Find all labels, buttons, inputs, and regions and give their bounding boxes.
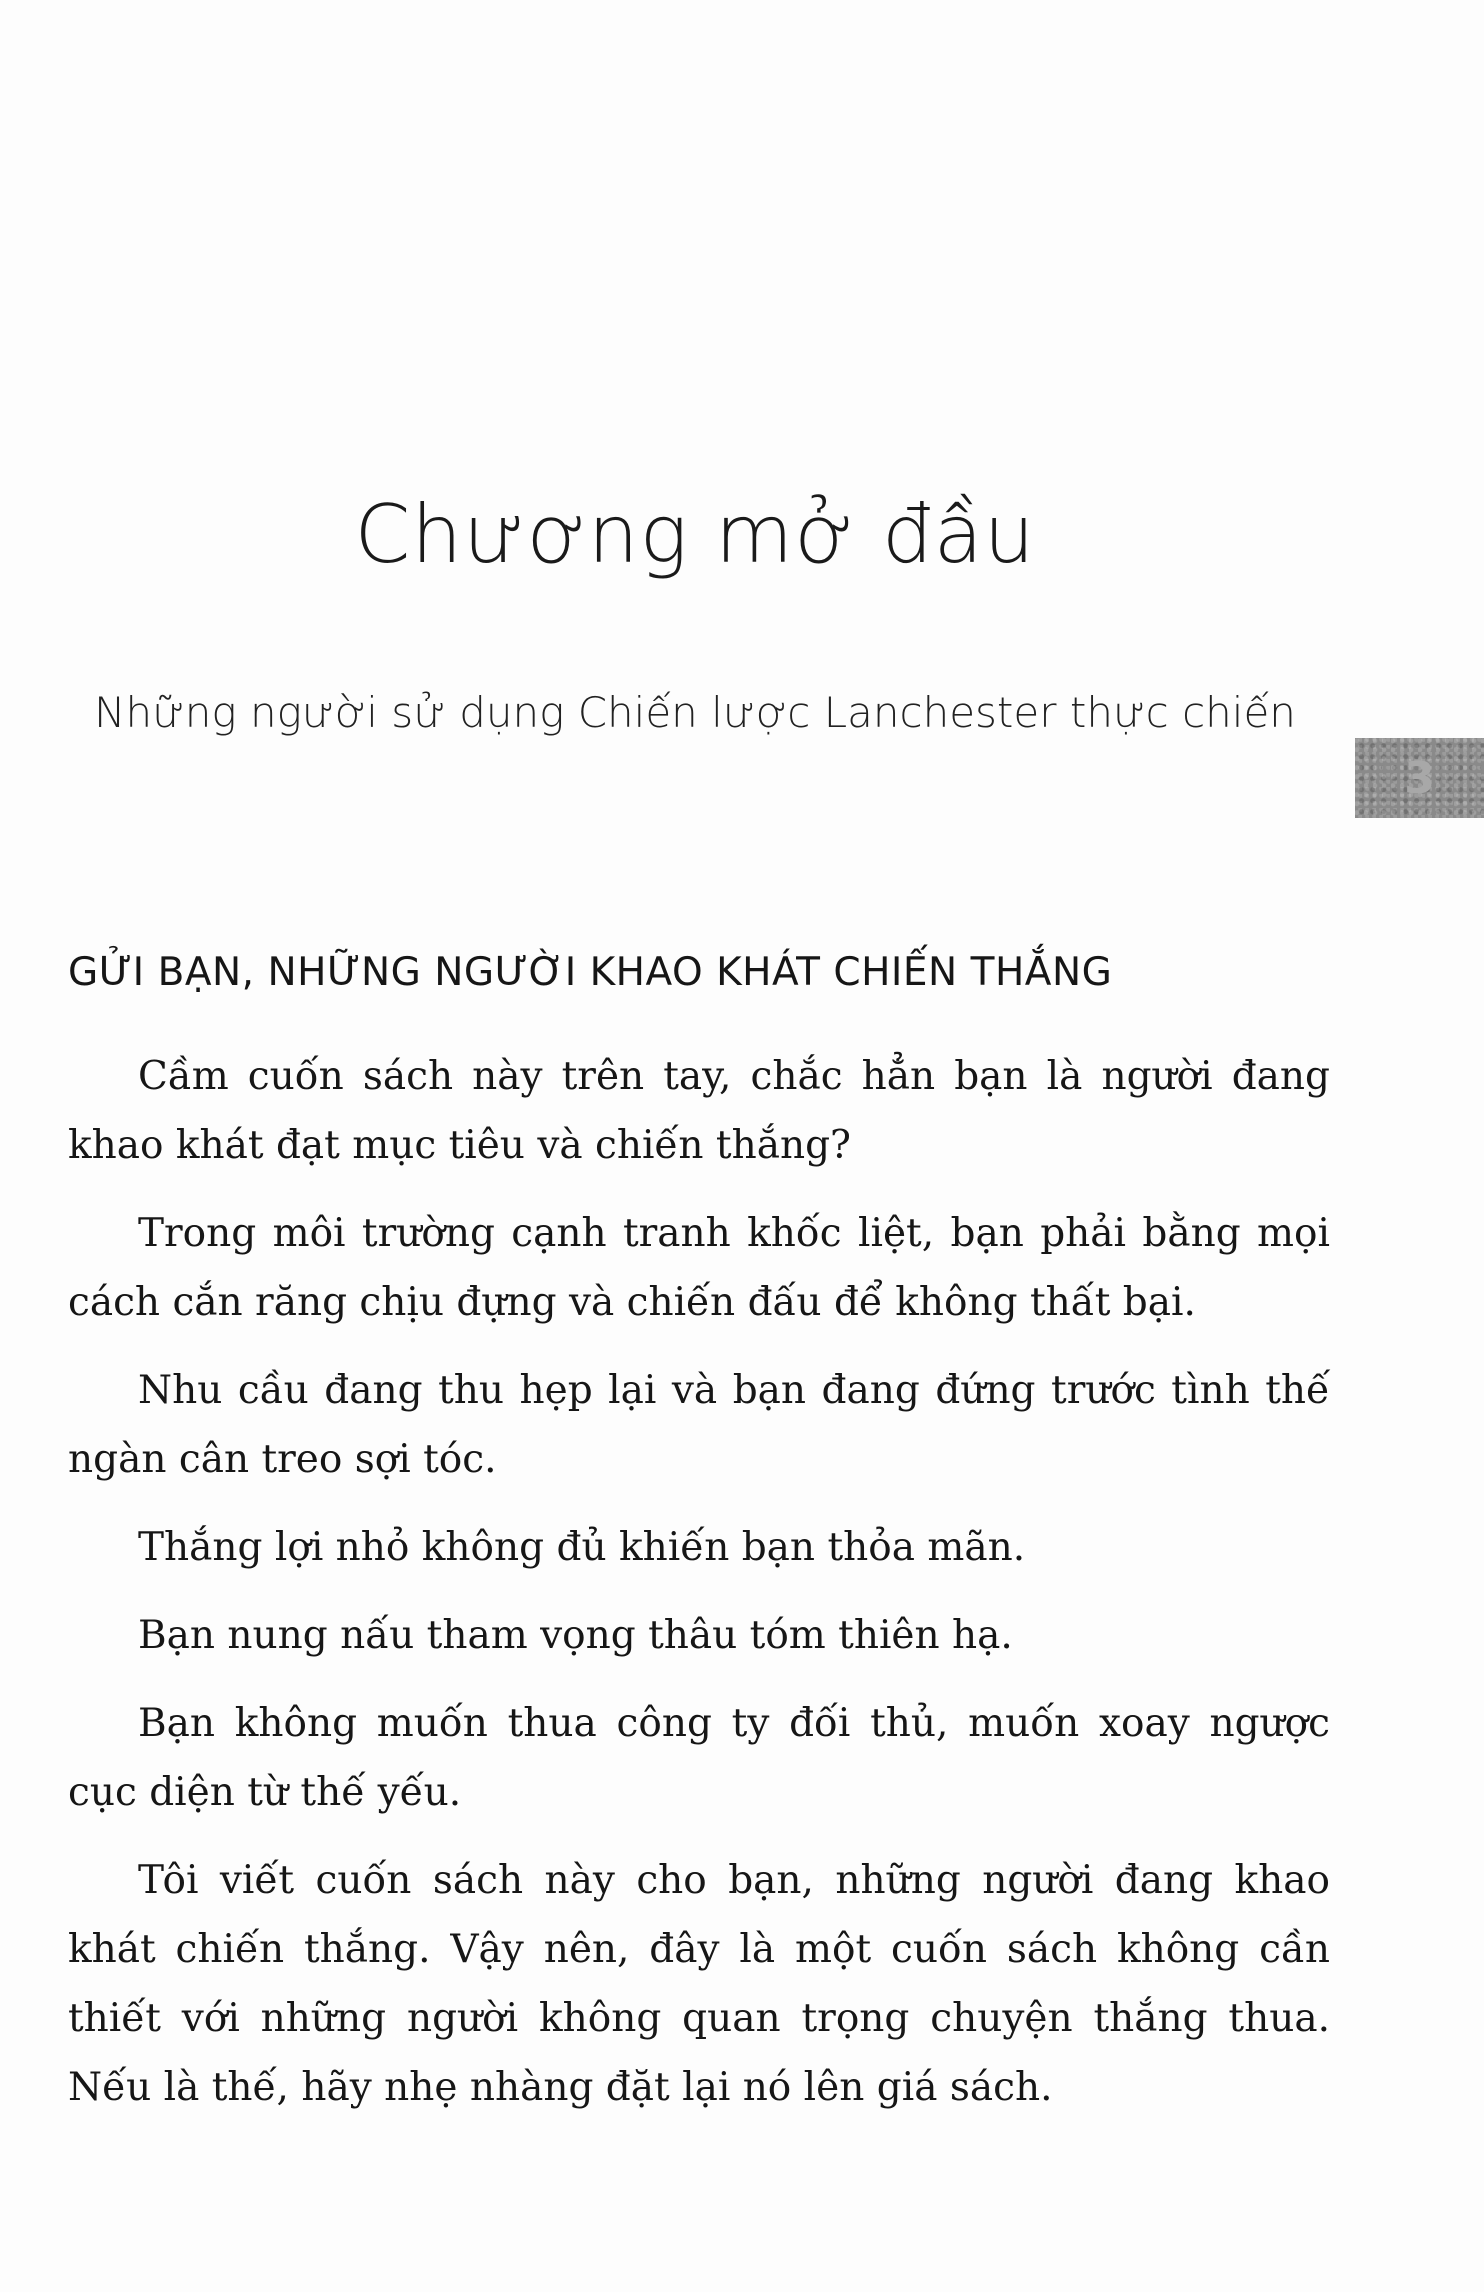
chapter-side-tab	[1355, 738, 1484, 818]
section-heading: GỬI BẠN, NHỮNG NGƯỜI KHAO KHÁT CHIẾN THẮNG	[68, 950, 1113, 995]
paragraph: Trong môi trường cạnh tranh khốc liệt, bạn phải bằng mọi cách cắn răng chịu đựng và chiến đấu để không thất bại.	[68, 1211, 1330, 1325]
paragraph: Tôi viết cuốn sách này cho bạn, những người đang khao khát chiến thắng. Vậy nên, đây là một cuốn sách không cần thiết với những người không quan trọng chuyện thắng thua. Nếu là thế, hãy nhẹ nhàng đặt lại nó lên giá sách.	[68, 1858, 1330, 2110]
paragraph: Nhu cầu đang thu hẹp lại và bạn đang đứng trước tình thế ngàn cân treo sợi tóc.	[68, 1368, 1330, 1482]
paragraph: Cầm cuốn sách này trên tay, chắc hẳn bạn là người đang khao khát đạt mục tiêu và chiến thắng?	[68, 1054, 1330, 1168]
chapter-title: Chương mở đầu	[354, 488, 1036, 581]
paragraph: Bạn nung nấu tham vọng thâu tóm thiên hạ.	[138, 1613, 1013, 1658]
body-text	[68, 1042, 1330, 2141]
side-tab-number: 3	[1404, 752, 1435, 804]
paragraph: Bạn không muốn thua công ty đối thủ, muốn xoay ngược cục diện từ thế yếu.	[68, 1701, 1330, 1815]
paragraph: Thắng lợi nhỏ không đủ khiến bạn thỏa mãn.	[138, 1525, 1026, 1570]
chapter-subtitle: Những người sử dụng Chiến lược Lanchester thực chiến	[94, 688, 1296, 737]
